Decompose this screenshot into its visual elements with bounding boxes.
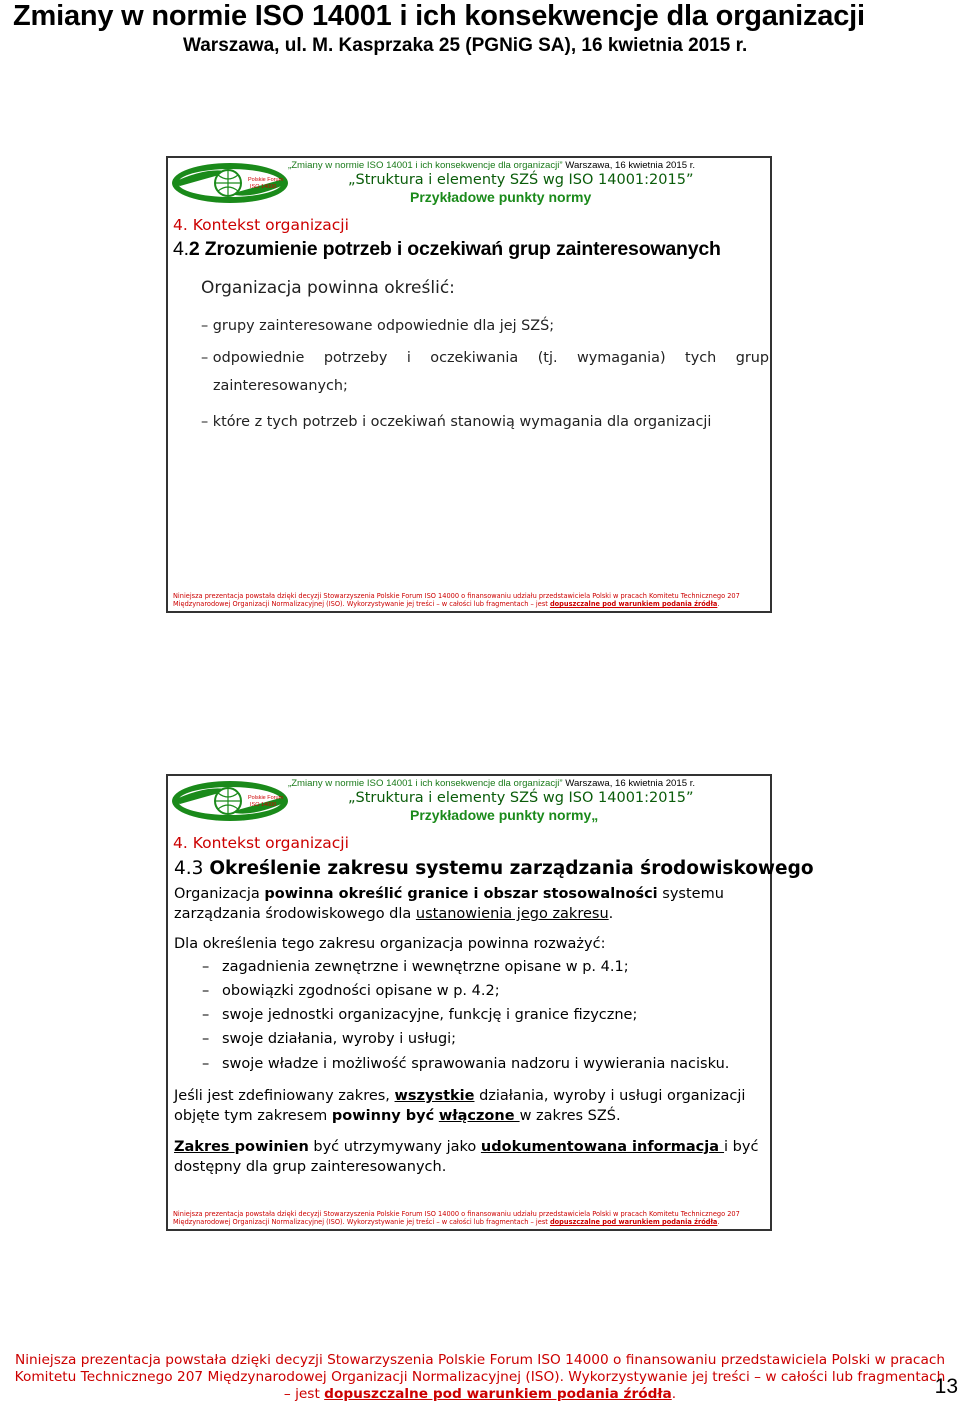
example-label: Przykładowe punkty normy„ xyxy=(410,807,599,823)
documented-scope-paragraph: Zakres powinien być utrzymywany jako udokumentowana informacja i być dostępny dla grup zainteresowanych. xyxy=(174,1139,759,1175)
section-heading: 4.3 Określenie zakresu systemu zarządzania środowiskowego xyxy=(174,858,814,879)
list-item: – swoje władze i możliwość sprawowania nadzoru i wywierania nacisku. xyxy=(202,1056,730,1072)
consider-paragraph: Dla określenia tego zakresu organizacja powinna rozważyć: xyxy=(174,936,606,952)
defined-scope-paragraph: Jeśli jest zdefiniowany zakres, wszystkie działania, wyroby i usługi organizacji objęte tym zakresem powinny być włączone w zakres SZŚ. xyxy=(174,1088,746,1124)
section-label: 4. Kontekst organizacji xyxy=(173,216,349,234)
slide-2 xyxy=(166,774,814,1231)
structure-title: „Struktura i elementy SZŚ wg ISO 14001:2015” xyxy=(348,172,694,188)
list-item: – zagadnienia zewnętrzne i wewnętrzne opisane w p. 4.1; xyxy=(202,959,629,975)
list-item: – obowiązki zgodności opisane w p. 4.2; xyxy=(202,983,500,999)
bullet-item: – które z tych potrzeb i oczekiwań stanowią wymagania dla organizacji xyxy=(201,414,712,430)
slide-header-line: „Zmiany w normie ISO 14001 i ich konsekwencje dla organizacji” Warszawa, 16 kwietnia 2015 r. xyxy=(288,778,696,789)
svg-text:ISO 14000: ISO 14000 xyxy=(250,802,277,808)
list-item: – swoje jednostki organizacyjne, funkcję i granice fizyczne; xyxy=(202,1007,638,1023)
page-title: Zmiany w normie ISO 14001 i ich konsekwencje dla organizacji xyxy=(13,0,865,32)
svg-text:Polskie Forum: Polskie Forum xyxy=(248,795,284,801)
section-label: 4. Kontekst organizacji xyxy=(173,834,349,852)
slide-footer-note: Niniejsza prezentacja powstała dzięki decyzji Stowarzyszenia Polskie Forum ISO 14000 o finansowaniu udziału przedstawiciela Polski w pracach Komitetu Technicznego 207 Międzynarodowej Organizacji Normalizacyjnej (ISO). Wykorzystywanie jej treści – w całości lub fragmentach – jest dopuszczalne pod warunkiem podania źródła. xyxy=(173,1209,740,1227)
bullet-continuation: zainteresowanych; xyxy=(213,378,348,394)
section-heading: 4.2 Zrozumienie potrzeb i oczekiwań grup zainteresowanych xyxy=(173,238,721,260)
svg-text:Polskie Forum: Polskie Forum xyxy=(248,177,284,183)
page-subtitle: Warszawa, ul. M. Kasprzaka 25 (PGNiG SA), 16 kwietnia 2015 r. xyxy=(183,35,748,56)
structure-title: „Struktura i elementy SZŚ wg ISO 14001:2015” xyxy=(348,790,694,806)
page-footer-note: Niniejsza prezentacja powstała dzięki decyzji Stowarzyszenia Polskie Forum ISO 14000 o finansowaniu przedstawiciela Polski w pracach Komitetu Technicznego 207 Międzynarodowej Organizacji Normalizacyjnej (ISO). Wykorzystywanie jej treści – w całości lub fragmentach – jest dopuszczalne pod warunkiem podania źródła. xyxy=(14,1352,946,1402)
bullet-item: – grupy zainteresowane odpowiednie dla jej SZŚ; xyxy=(201,318,555,334)
example-label: Przykładowe punkty normy xyxy=(410,189,592,205)
slide-footer-note: Niniejsza prezentacja powstała dzięki decyzji Stowarzyszenia Polskie Forum ISO 14000 o finansowaniu udziału przedstawiciela Polski w pracach Komitetu Technicznego 207 Międzynarodowej Organizacji Normalizacyjnej (ISO). Wykorzystywanie jej treści – w całości lub fragmentach – jest dopuszczalne pod warunkiem podania źródła. xyxy=(173,591,740,609)
slide-1 xyxy=(166,156,772,613)
bullet-item-justified: – odpowiednie potrzeby i oczekiwania (tj. wymagania) tych grup xyxy=(201,350,769,366)
svg-text:ISO 14000: ISO 14000 xyxy=(250,184,277,190)
page-number: 13 xyxy=(934,1375,958,1398)
polskie-forum-iso-logo xyxy=(168,778,290,824)
slide-header-line: „Zmiany w normie ISO 14001 i ich konsekwencje dla organizacji” Warszawa, 16 kwietnia 2015 r. xyxy=(288,160,696,171)
intro-text: Organizacja powinna określić: xyxy=(201,278,455,298)
list-item: – swoje działania, wyroby i usługi; xyxy=(202,1031,457,1047)
polskie-forum-iso-logo xyxy=(168,160,290,206)
scope-paragraph: Organizacja powinna określić granice i obszar stosowalności systemu zarządzania środowiskowego dla ustanowienia jego zakresu. xyxy=(174,886,724,922)
